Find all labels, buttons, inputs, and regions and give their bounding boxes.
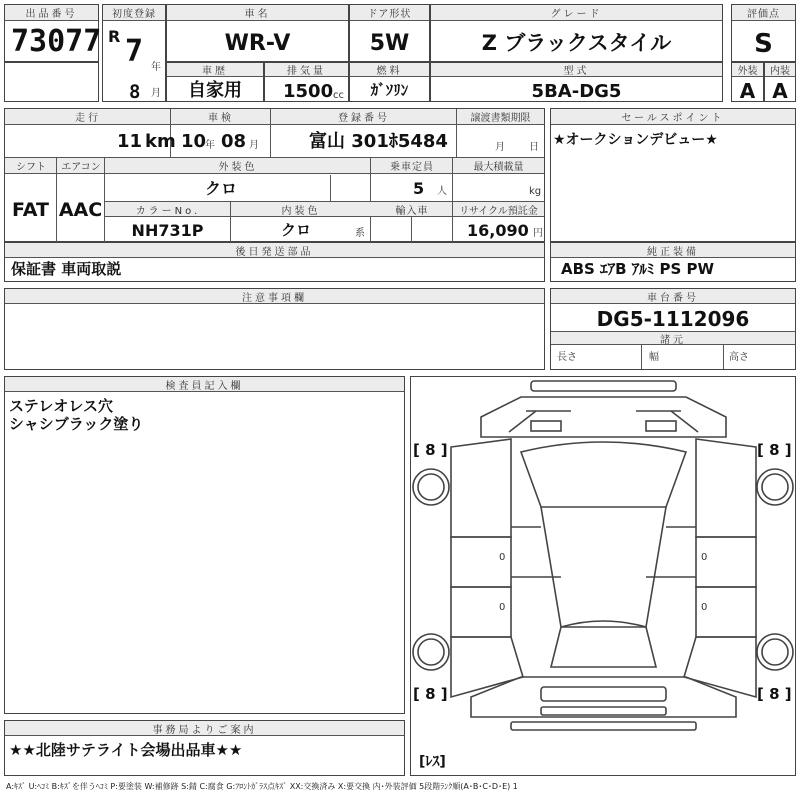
chassis-number: DG5-1112096 (596, 307, 750, 331)
door-type: 5W (369, 31, 410, 56)
spare-tire: [ﾚｽ] (419, 754, 446, 770)
lot-number-cell (4, 4, 102, 62)
first-registration-cell (102, 4, 166, 102)
inspector-note-1: ステレオレス穴 (9, 397, 113, 415)
office-notice-header: 事務局よりご案内 (5, 721, 404, 736)
inspection-month-unit: 月 (249, 140, 259, 151)
first-registration-year: 7 (125, 34, 144, 69)
genuine-equipment: ABS ｴｱB ｱﾙﾐ PS PW (561, 260, 715, 278)
specs-header: 諸元 (551, 331, 795, 345)
score-header: 評価点 (732, 5, 795, 21)
capacity-unit: 人 (437, 186, 447, 197)
color-no-header: カラーNo. (105, 202, 231, 217)
max-load-header: 最大積載量 (453, 158, 544, 174)
tire-front-right: [ 8 ] (757, 441, 792, 459)
door-header: ドア形状 (350, 5, 429, 21)
chassis-header: 車台番号 (551, 289, 795, 304)
sales-point-header: セールスポイント (551, 109, 795, 125)
damage-mark-4: 0 (701, 602, 708, 613)
car-name-cell (166, 4, 349, 62)
model-code-header: 型式 (431, 63, 722, 77)
car-name-header: 車名 (167, 5, 348, 21)
interior-color-suffix: 系 (355, 228, 365, 239)
shift: FAT (12, 199, 49, 221)
year-unit: 年 (151, 62, 161, 73)
score-cell (731, 4, 796, 62)
aircon: AAC (58, 199, 103, 221)
shift-header: シフト (5, 158, 57, 174)
chassis-cell (550, 288, 796, 370)
displacement-unit: cc (333, 90, 344, 101)
caution-cell (4, 288, 545, 370)
color-no: NH731P (131, 221, 204, 240)
model-code: 5BA-DG5 (531, 81, 622, 102)
recycle-unit: 円 (533, 228, 543, 239)
recycle-fee: 16,090 (467, 221, 529, 240)
damage-diagram (410, 376, 796, 776)
exterior-color-header: 外装色 (105, 158, 371, 174)
transfer-header: 譲渡書類期限 (457, 109, 544, 125)
interior-color-header: 内装色 (231, 202, 371, 217)
inspection-header: 車検 (171, 109, 271, 125)
lot-number-header: 出品番号 (5, 5, 98, 21)
history-header: 車歴 (167, 63, 263, 77)
max-load-unit: kg (529, 186, 542, 197)
later-parts-cell (4, 242, 545, 282)
grade-cell (430, 4, 723, 62)
exterior-score-cell (731, 62, 764, 102)
inspector-notes-cell (4, 376, 405, 714)
genuine-equipment-header: 純正装備 (551, 243, 795, 258)
transfer-day-unit: 日 (529, 142, 539, 153)
inspector-note-2: シャシブラック塗り (9, 415, 144, 433)
displacement: 1500 (283, 81, 334, 102)
first-registration-era: R (108, 27, 121, 46)
model-code-cell (430, 62, 723, 102)
mileage-header: 走行 (5, 109, 171, 125)
interior-score-cell (764, 62, 796, 102)
damage-mark-3: 0 (499, 602, 506, 613)
inspector-notes-header: 検査員記入欄 (5, 377, 404, 392)
damage-mark-1: 0 (499, 552, 506, 563)
import-header: 輸入車 (371, 202, 453, 217)
specs-height: 高さ (729, 352, 749, 363)
inspection-month: 08 (221, 131, 247, 152)
tire-front-left: [ 8 ] (413, 441, 448, 459)
car-outline-diagram (411, 377, 795, 775)
legend: A:ｷｽﾞ U:ﾍｺﾐ B:ｷｽﾞを伴うﾍｺﾐ P:要塗装 W:補修跡 S:錆 C:腐食 G:ﾌﾛﾝﾄｶﾞﾗｽ点ｷｽﾞ XX:交換済み X:要交換 内･外装評価 5段階ﾗﾝｸ順(A･B･C･D･E) 1 (6, 782, 518, 791)
history-cell (166, 62, 264, 102)
door-cell (349, 4, 430, 62)
tire-rear-left: [ 8 ] (413, 685, 448, 703)
vehicle-details-block (4, 108, 545, 242)
capacity: 5 (413, 179, 425, 198)
month-unit: 月 (151, 88, 161, 99)
transfer-month-unit: 月 (495, 142, 505, 153)
later-parts-header: 後日発送部品 (5, 243, 544, 258)
sales-point-cell (550, 108, 796, 242)
lot-number-blank (4, 62, 99, 102)
inspection-year: 10 (181, 131, 207, 152)
caution-header: 注意事項欄 (5, 289, 544, 304)
plate-number: 富山 301ﾎ5484 (309, 131, 448, 152)
grade: Z ブラックスタイル (481, 31, 672, 55)
car-name: WR-V (224, 31, 291, 56)
recycle-header: リサイクル預託金 (453, 202, 544, 217)
tire-rear-right: [ 8 ] (757, 685, 792, 703)
sales-point: ★オークションデビュー★ (553, 132, 718, 148)
exterior-score-header: 外装 (732, 63, 763, 77)
fuel-header: 燃料 (350, 63, 429, 77)
grade-header: グレード (431, 5, 722, 21)
displacement-header: 排気量 (265, 63, 348, 77)
office-notice: ★★北陸サテライト会場出品車★★ (9, 741, 243, 759)
office-notice-cell (4, 720, 405, 776)
exterior-score: A (739, 79, 756, 103)
fuel-cell (349, 62, 430, 102)
first-registration-header: 初度登録 (103, 5, 165, 21)
specs-length: 長さ (557, 352, 577, 363)
plate-header: 登録番号 (271, 109, 457, 125)
interior-score-header: 内装 (765, 63, 795, 77)
mileage-unit: km (145, 131, 176, 152)
specs-width: 幅 (649, 352, 659, 363)
damage-mark-2: 0 (701, 552, 708, 563)
mileage: 11 (117, 131, 143, 152)
history: 自家用 (188, 80, 242, 101)
lot-number: 73077 (11, 24, 102, 59)
exterior-color: クロ (205, 179, 238, 198)
later-parts: 保証書 車両取説 (11, 260, 122, 278)
capacity-header: 乗車定員 (371, 158, 453, 174)
score: S (754, 29, 773, 59)
interior-color: クロ (281, 221, 312, 239)
inspection-year-unit: 年 (205, 140, 215, 151)
first-registration-month: 8 (129, 81, 141, 103)
fuel: ｶﾞｿﾘﾝ (370, 81, 409, 99)
displacement-cell (264, 62, 349, 102)
aircon-header: エアコン (57, 158, 105, 174)
genuine-equipment-cell (550, 242, 796, 282)
interior-score: A (772, 79, 788, 103)
